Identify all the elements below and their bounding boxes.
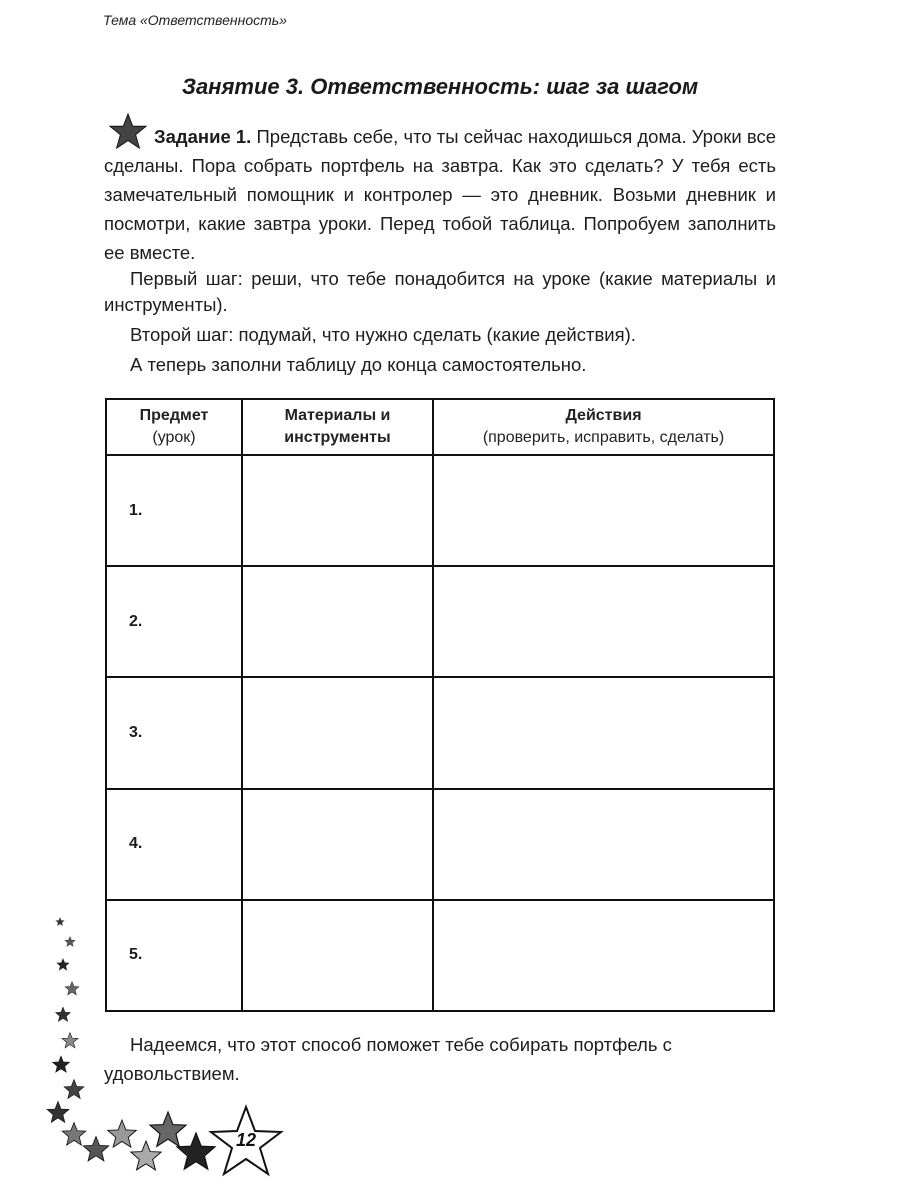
- header-actions-title: Действия: [565, 407, 642, 424]
- materials-cell[interactable]: [242, 677, 433, 788]
- header-materials-line1: Материалы и: [284, 407, 391, 424]
- page-number: 12: [235, 1130, 257, 1150]
- header-actions: [433, 399, 774, 455]
- table-header-row: [106, 399, 774, 455]
- table-row: [106, 677, 774, 788]
- actions-cell[interactable]: [433, 566, 774, 677]
- lesson-title: Занятие 3. Ответственность: шаг за шагом: [181, 74, 699, 99]
- task-label: Задание 1.: [154, 126, 252, 147]
- materials-cell[interactable]: [242, 900, 433, 1011]
- actions-cell[interactable]: [433, 789, 774, 900]
- materials-cell[interactable]: [242, 789, 433, 900]
- header-subject-title: Предмет: [139, 407, 209, 424]
- header-subject-sub: (урок): [152, 429, 196, 446]
- actions-cell[interactable]: [433, 455, 774, 566]
- table-row: [106, 789, 774, 900]
- header-actions-sub: (проверить, исправить, сделать): [482, 429, 725, 446]
- table-row: [106, 566, 774, 677]
- row-number: 2.: [106, 566, 242, 677]
- row-number: 3.: [106, 677, 242, 788]
- task-intro-text: Представь себе, что ты сейчас находишься дома. Уроки все сделаны. Пора собрать портфель на завтра. Как это сделать? У тебя есть замечательный помощник и контролер — это дневник. Возьми дневник и посмотри, какие завтра уроки. Перед тобой таблица. Попробуем заполнить ее вместе.: [104, 126, 776, 263]
- fill-instruction-paragraph: А теперь заполни таблицу до конца самостоятельно.: [130, 354, 587, 375]
- header-materials: [242, 399, 433, 455]
- header-materials-line2: инструменты: [284, 429, 391, 446]
- step2-paragraph: Второй шаг: подумай, что нужно сделать (какие действия).: [130, 324, 636, 345]
- row-number: 4.: [106, 789, 242, 900]
- closing-paragraph: Надеемся, что этот способ поможет тебе собирать портфель с удовольствием.: [104, 1034, 672, 1084]
- actions-cell[interactable]: [433, 900, 774, 1011]
- running-head: Тема «Ответственность»: [103, 12, 287, 28]
- step1-paragraph: Первый шаг: реши, что тебе понадобится на уроке (какие материалы и инструменты).: [104, 268, 776, 315]
- row-number: 1.: [106, 455, 242, 566]
- task-intro-paragraph: [104, 122, 776, 267]
- actions-cell[interactable]: [433, 677, 774, 788]
- page-number-badge: [208, 1104, 284, 1180]
- row-number: 5.: [106, 900, 242, 1011]
- materials-cell[interactable]: [242, 455, 433, 566]
- header-subject: [106, 399, 242, 455]
- materials-cell[interactable]: [242, 566, 433, 677]
- table-row: [106, 455, 774, 566]
